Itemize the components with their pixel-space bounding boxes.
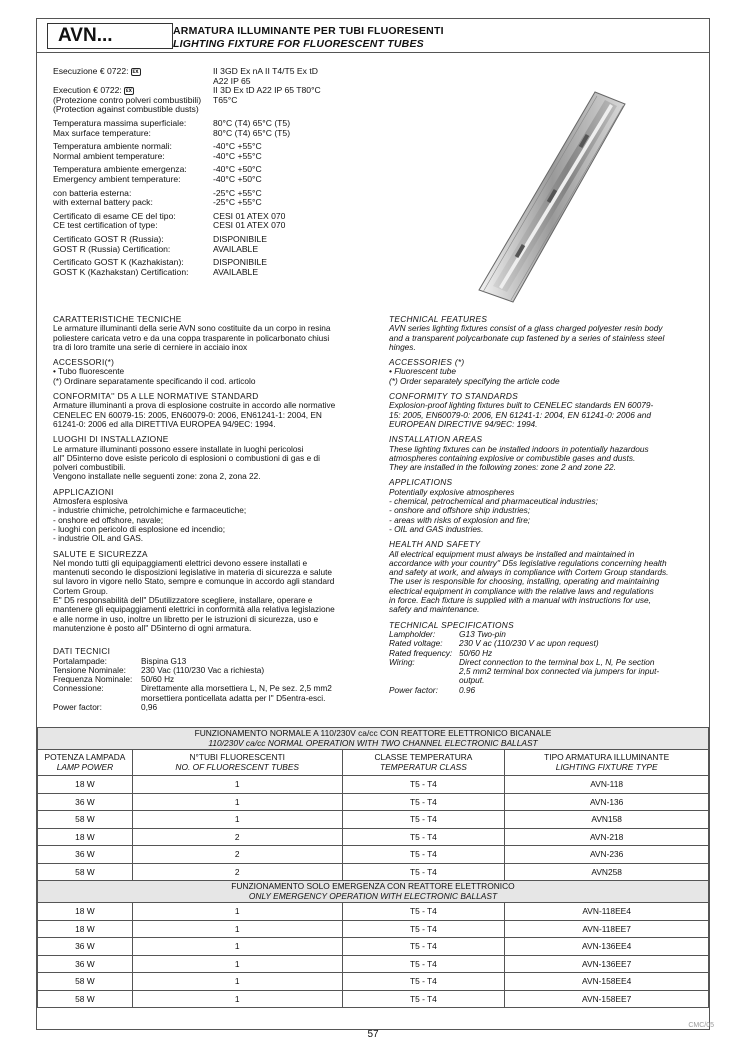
table-body [38,776,709,881]
tech-value: 230 V ac (110/230 V ac upon request) [459,638,599,649]
section-title: HEALTH AND SAFETY [389,539,481,550]
table-row [38,903,709,921]
tech-label: Rated voltage: [389,638,443,649]
section-areas [389,435,689,472]
table-cell: 58 W [38,811,133,829]
table-cell: 2 [132,828,342,846]
section-title: TECHNICAL SPECIFICATIONS [389,619,514,630]
esecuzione-value-2: A22 IP 65 [213,75,251,86]
table-cell: AVN258 [505,863,709,881]
table-cell: 36 W [38,846,133,864]
spec-value: 80°C (T4) 65°C (T5) [213,117,291,128]
ex-hexagon-icon: εx [125,87,132,94]
band-english: 110/230V ca/cc NORMAL OPERATION WITH TWO CHANNEL ELECTRONIC BALLAST [208,737,538,748]
spec-value: AVAILABLE [213,243,259,254]
spec-label: Certificato GOST R (Russia): [53,233,164,244]
section-title: APPLICATIONS [389,477,453,488]
table-cell: AVN-236 [505,846,709,864]
table-band [38,728,709,750]
table-row [38,811,709,829]
page-frame [36,18,710,1040]
table-cell: AVN-136EE7 [505,955,709,973]
section-conformita [53,392,353,429]
table-row [38,920,709,938]
table-row [38,793,709,811]
execution-mark: 0722: [100,85,122,96]
spec-label: Max surface temperature: [53,127,151,138]
execution-label: Execution [53,85,91,96]
dati-label: Power factor: [53,701,102,712]
section-body: AVN series lighting fixtures consist of a glass charged polyester resin body and a transparent polycarbonate cup fastened by a series of stainless steel hinges. [389,323,665,352]
header-italian: N°TUBI FLUORESCENTI [189,752,285,762]
column-header [132,750,342,776]
section-luoghi [53,435,353,481]
table-cell: T5 - T4 [342,863,505,881]
ex-hexagon-icon: εx [132,68,139,75]
model-title: AVN... [47,23,173,49]
header-italian: POTENZA LAMPADA [44,752,126,762]
table-cell: AVN-118EE4 [505,903,709,921]
section-body: Le armature illuminanti possono essere installate in luoghi pericolosi all'' D5interno dove esiste pericolo di esplosioni o combustioni di gas e di polveri combustibili. Vengono installate nelle seguenti zone: zona 2, zona 22. [53,443,320,482]
normal-operation-table [37,727,709,881]
table-cell: 1 [132,938,342,956]
table-cell: T5 - T4 [342,846,505,864]
spec-row [53,245,383,255]
table-cell: AVN158 [505,811,709,829]
table-cell: T5 - T4 [342,811,505,829]
table-cell: 1 [132,920,342,938]
dati-value: 50/60 Hz [141,674,175,685]
title-english: LIGHTING FIXTURE FOR FLUORESCENT TUBES [173,38,424,50]
header-italian: CLASSE TEMPERATURA [374,752,473,762]
tech-value: G13 Two-pin [459,628,506,639]
spec-value: -25°C +55°C [213,197,262,208]
tech-value: 0.96 [459,684,476,695]
table-cell: 1 [132,973,342,991]
table-cell: 18 W [38,776,133,794]
dati-row [53,703,353,712]
spec-value: -40°C +50°C [213,164,262,175]
title-italian: ARMATURA ILLUMINANTE PER TUBI FLUORESENTI [173,25,444,37]
tech-rows [389,630,689,695]
column-header [38,750,133,776]
section-conformity [389,392,689,429]
table-cell: 58 W [38,990,133,1008]
header-italian: TIPO ARMATURA ILLUMINANTE [544,752,670,762]
section-body: Atmosfera esplosiva - industrie chimiche, petrolchimiche e farmaceutiche; - onshore ed offshore, navale; - luoghi con pericolo di esplosione ed incendio; - industrie OIL and GAS. [53,496,247,544]
spec-label: con batteria esterna: [53,187,132,198]
dust-italian: (Protezione contro polveri combustibili) [53,94,202,105]
table-cell: 2 [132,863,342,881]
table-row [38,938,709,956]
band-english: ONLY EMERGENCY OPERATION WITH ELECTRONIC BALLAST [248,890,498,901]
section-title: ACCESSORIES (*) [389,357,465,368]
header-english: LIGHTING FIXTURE TYPE [555,761,658,772]
tech-spec-row [389,686,689,695]
table-header-row [38,750,709,776]
spec-label: Normal ambient temperature: [53,150,165,161]
table-row [38,863,709,881]
section-title: CARATTERISTICHE TECNICHE [53,314,182,324]
execution-value-1: II 3D Ex tD A22 IP 65 T80°C [213,85,321,96]
spec-value: -40°C +50°C [213,173,262,184]
tech-label: Rated frequency: [389,647,453,658]
section-title: ACCESSORI(*) [53,357,115,368]
table-cell: 1 [132,793,342,811]
dati-label: Frequenza Nominale: [53,674,133,685]
spec-label: Certificato di esame CE del tipo: [53,210,176,221]
spec-value: -25°C +55°C [213,187,262,198]
band-italian: FUNZIONAMENTO SOLO EMERGENZA CON REATTORE ELETTRONICO [231,881,515,891]
page-header [37,19,709,53]
section-title: APPLICAZIONI [53,486,114,497]
section-title: INSTALLATION AREAS [389,434,483,445]
spec-label: Emergency ambient temperature: [53,173,181,184]
section-tech-specs [389,621,689,695]
table-row [38,990,709,1008]
spec-value: CESI 01 ATEX 070 [213,210,286,221]
table-cell: 1 [132,811,342,829]
tech-label: Power factor: [389,684,438,695]
section-body: These lighting fixtures can be installed indoors in potentially hazardous atmospheres containing explosive or combustible gases and dusts. They are installed in the following zones: zone 2 and zone 22. [389,443,649,473]
section-body: • Fluorescent tube (*) Order separately specifying the article code [389,366,560,386]
section-body: Armature illuminanti a prova di esplosione costruite in accordo alle normative CENELEC EN 60079-15: 2005, EN60079-0: 2006, EN61241-1: 2004, EN 61241-0: 2006 ed alla DIRETTIVA EUROPEA 94/9EC: 1994. [53,400,336,429]
section-title: TECHNICAL FEATURES [389,314,488,324]
header-english: LAMP POWER [56,761,114,772]
tech-value: 50/60 Hz [459,647,493,658]
section-accessories [389,358,689,386]
product-tables [37,727,709,1008]
corner-code: CMC/05 [688,1022,714,1029]
table-cell: 2 [132,846,342,864]
spec-value: DISPONIBILE [213,233,267,244]
lighting-fixture-image [427,64,667,314]
table-cell: T5 - T4 [342,903,505,921]
dati-value: 230 Vac (110/230 Vac a richiesta) [141,664,265,675]
table-cell: T5 - T4 [342,776,505,794]
table-row [38,828,709,846]
spec-label: GOST K (Kazhakstan) Certification: [53,266,189,277]
section-title: LUOGHI DI INSTALLAZIONE [53,434,169,445]
dati-label: Portalampade: [53,655,107,666]
spec-label: GOST R (Russia) Certification: [53,243,171,254]
spec-label: Temperatura ambiente emergenza: [53,164,187,175]
page-number: 57 [367,1029,379,1040]
section-body: Nel mondo tutti gli equipaggiamenti elettrici devono essere installati e mantenuti secondo le disposizioni legislative in materia di sicurezza e salute sul lavoro in vigore nello Stato, sempre e comunque in accordo agli standard Cortem Group. E'' D5 responsabilità dell'' D5utilizzatore scegliere, installare, operare e mantenere gli equipaggiamenti elettrici in conformità alla relativa legislazione e alle norme in uso, inoltre un libretto per le istruzioni di sicurezza, uso e manutenzione è posto all'' D5interno di ogni armatura. [53,557,335,633]
table-band [38,881,709,903]
table-cell: AVN-158EE7 [505,990,709,1008]
esecuzione-value-1: II 3GD Ex nA II T4/T5 Ex tD [213,66,318,76]
esecuzione-mark: 0722: [107,66,129,76]
section-dati-tecnici [53,647,353,712]
table-body [38,903,709,1008]
table-cell: AVN-158EE4 [505,973,709,991]
ce-mark-icon: € [99,66,105,76]
table-cell: 18 W [38,828,133,846]
section-body: Potentially explosive atmospheres - chemical, petrochemical and pharmaceutical industries; - onshore and offshore ship industries; - areas with risks of explosion and fire; - OIL and GAS industries. [389,486,598,534]
tech-spec-row [389,658,689,686]
dati-label: Connessione: [53,683,104,694]
dati-rows [53,657,353,713]
table-cell: 36 W [38,793,133,811]
table-cell: 58 W [38,973,133,991]
tech-value: Direct connection to the terminal box L, N, Pe section 2,5 mm2 terminal box connected via jumpers for input- output. [459,656,660,686]
spec-row [53,129,383,139]
emergency-operation-table [37,880,709,1008]
section-accessori [53,358,353,386]
table-row [38,955,709,973]
spec-label: Temperatura ambiente normali: [53,141,172,152]
spec-row [53,268,383,278]
section-title: CONFORMITA'' D5 A LLE NORMATIVE STANDARD [53,391,259,402]
table-cell: T5 - T4 [342,938,505,956]
band-italian: FUNZIONAMENTO NORMALE A 110/230V ca/cc CON REATTORE ELETTRONICO BICANALE [194,728,552,738]
spec-label: with external battery pack: [53,197,153,208]
table-cell: T5 - T4 [342,990,505,1008]
table-row [38,776,709,794]
column-header [505,750,709,776]
esecuzione-label: Esecuzione [53,66,98,76]
spec-row [53,152,383,162]
section-applicazioni [53,488,353,544]
tech-label: Lampholder: [389,628,436,639]
table-cell: T5 - T4 [342,793,505,811]
section-body: • Tubo fluorescente (*) Ordinare separatamente specificando il cod. articolo [53,366,256,386]
table-cell: AVN-118 [505,776,709,794]
ce-mark-icon: € [93,85,98,96]
spec-value: DISPONIBILE [213,257,267,268]
spec-row [53,221,383,231]
table-cell: AVN-218 [505,828,709,846]
table-cell: AVN-136EE4 [505,938,709,956]
section-title: CONFORMITY TO STANDARDS [389,391,519,402]
dati-value: 0,96 [141,701,158,712]
italian-column [53,315,353,718]
execution-value-2: T65°C [213,94,238,105]
section-title: SALUTE E SICUREZZA [53,548,148,559]
header-english: TEMPERATUR CLASS [379,761,467,772]
table-cell: 1 [132,903,342,921]
spec-label: CE test certification of type: [53,220,158,231]
table-cell: T5 - T4 [342,920,505,938]
dati-row [53,684,353,703]
table-cell: 1 [132,776,342,794]
table-cell: 18 W [38,920,133,938]
spec-value: -40°C +55°C [213,141,262,152]
table-cell: 36 W [38,938,133,956]
section-salute [53,550,353,634]
english-column [389,315,689,701]
table-cell: T5 - T4 [342,828,505,846]
section-title: DATI TECNICI [53,646,111,657]
table-cell: AVN-136 [505,793,709,811]
dati-value: Direttamente alla morsettiera L, N, Pe sez. 2,5 mm2 morsettiera ponticellata adatta per l'' D5entra-esci. [141,683,332,703]
section-body: Le armature illuminanti della serie AVN sono costituite da un corpo in resina poliestere caricata vetro e da una coppa trasparente in policarbonato chiusi tra di loro tramite una serie di cerniere in acciaio inox [53,323,331,352]
table-cell: 36 W [38,955,133,973]
spec-row [53,175,383,185]
spec-value: -40°C +55°C [213,150,262,161]
table-cell: 1 [132,955,342,973]
section-caratteristiche [53,315,353,352]
spec-rows [53,119,383,277]
spec-label: Temperatura massima superficiale: [53,117,187,128]
table-cell: T5 - T4 [342,973,505,991]
section-health [389,540,689,614]
header-english: NO. OF FLUORESCENT TUBES [175,761,300,772]
spec-block [53,67,383,277]
table-cell: 58 W [38,863,133,881]
section-body: Explosion-proof lighting fixtures built to CENELEC standards EN 60079- 15: 2005, EN60079-0: 2006, EN 61241-1: 2004, EN 61241-0: 2006 and EUROPEAN DIRECTIVE 94/9EC: 1994. [389,400,654,429]
tech-label: Wiring: [389,656,415,667]
dust-english: (Protection against combustible dusts) [53,104,199,115]
spec-row [53,198,383,208]
spec-label: Certificato GOST K (Kazhakistan): [53,257,184,268]
table-row [38,973,709,991]
dust-row [53,105,383,115]
spec-value: AVAILABLE [213,266,259,277]
table-cell: T5 - T4 [342,955,505,973]
table-cell: 18 W [38,903,133,921]
section-body: All electrical equipment must always be installed and maintained in accordance with your country'' D5s legislative regulations concerning health and safety at work, and always in compliance with Cortem Group standards. The user is responsible for choosing, installing, operating and maintaining electrical equipment in compliance with the relative laws and regulations in force. Each fixture is supplied with a manual with instructions for use, safety and maintenance. [389,548,669,615]
section-applications [389,478,689,534]
table-cell: 1 [132,990,342,1008]
spec-value: 80°C (T4) 65°C (T5) [213,127,291,138]
table-row [38,846,709,864]
dati-label: Tensione Nominale: [53,664,126,675]
section-features [389,315,689,352]
table-cell: AVN-118EE7 [505,920,709,938]
dati-value: Bispina G13 [141,655,187,666]
spec-value: CESI 01 ATEX 070 [213,220,286,231]
column-header [342,750,505,776]
